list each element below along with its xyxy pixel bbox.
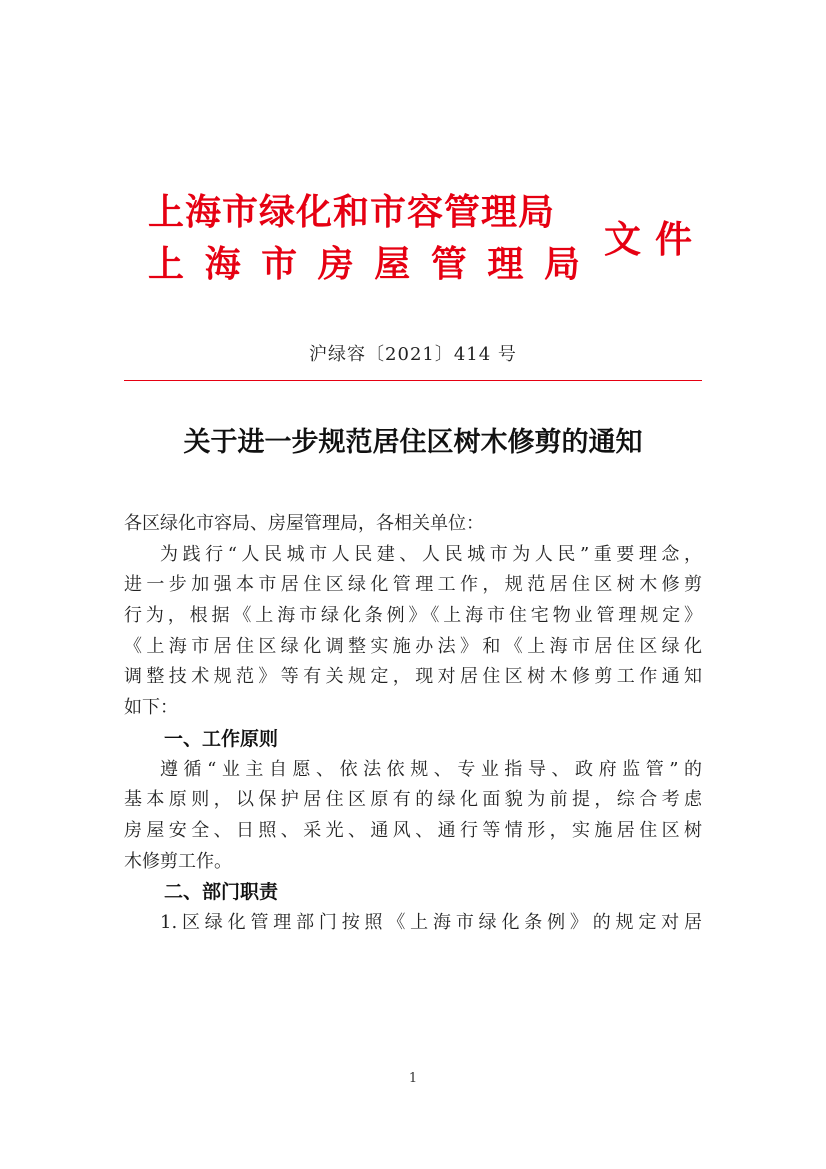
paragraph-line: 《上海市居住区绿化调整实施办法》和《上海市居住区绿化 (124, 635, 702, 657)
issuer-line-2-char: 管 (430, 243, 467, 285)
issuer-line-2-char: 房 (317, 243, 354, 285)
notice-title: 关于进一步规范居住区树木修剪的通知 (183, 427, 643, 458)
notice-body (124, 509, 702, 939)
paragraph-line: 遵循“业主自愿、依法依规、专业指导、政府监管”的 (160, 758, 702, 780)
issuer-line-1: 上海市绿化和市容管理局 (148, 191, 556, 233)
issuer-line-2-char: 市 (261, 243, 298, 285)
issuer-line-2-char: 屋 (374, 243, 411, 285)
paragraph-line: 为践行“人民城市人民建、人民城市为人民”重要理念， (160, 543, 702, 565)
paragraph-line: 调整技术规范》等有关规定，现对居住区树木修剪工作通知 (124, 666, 702, 688)
document-number: 沪绿容〔2021〕414 号 (309, 344, 517, 365)
page-number: 1 (408, 1071, 418, 1086)
section-heading: 二、部门职责 (164, 881, 279, 904)
paragraph-line: 1.区绿化管理部门按照《上海市绿化条例》的规定对居 (160, 911, 702, 933)
paragraph-line: 木修剪工作。 (124, 850, 232, 872)
issuer-line-2-char: 上 (148, 243, 185, 285)
paragraph-line: 进一步加强本市居住区绿化管理工作，规范居住区树木修剪 (124, 574, 702, 596)
issuer-line-2-char: 海 (204, 243, 241, 285)
issuer-line-2-char: 理 (487, 243, 524, 285)
addressee: 各区绿化市容局、房屋管理局，各相关单位： (124, 513, 484, 534)
issuer-line-2-char: 局 (543, 243, 580, 285)
header-divider (124, 380, 702, 381)
issuer-line-2 (148, 244, 580, 284)
paragraph-line: 行为，根据《上海市绿化条例》《上海市住宅物业管理规定》 (124, 605, 702, 627)
document-type-label: 文件 (604, 217, 706, 261)
paragraph-line: 房屋安全、日照、采光、通风、通行等情形，实施居住区树 (124, 819, 702, 841)
paragraph-line: 如下： (124, 697, 178, 719)
paragraph-line: 基本原则，以保护居住区原有的绿化面貌为前提，综合考虑 (124, 789, 702, 811)
section-heading: 一、工作原则 (164, 727, 279, 750)
